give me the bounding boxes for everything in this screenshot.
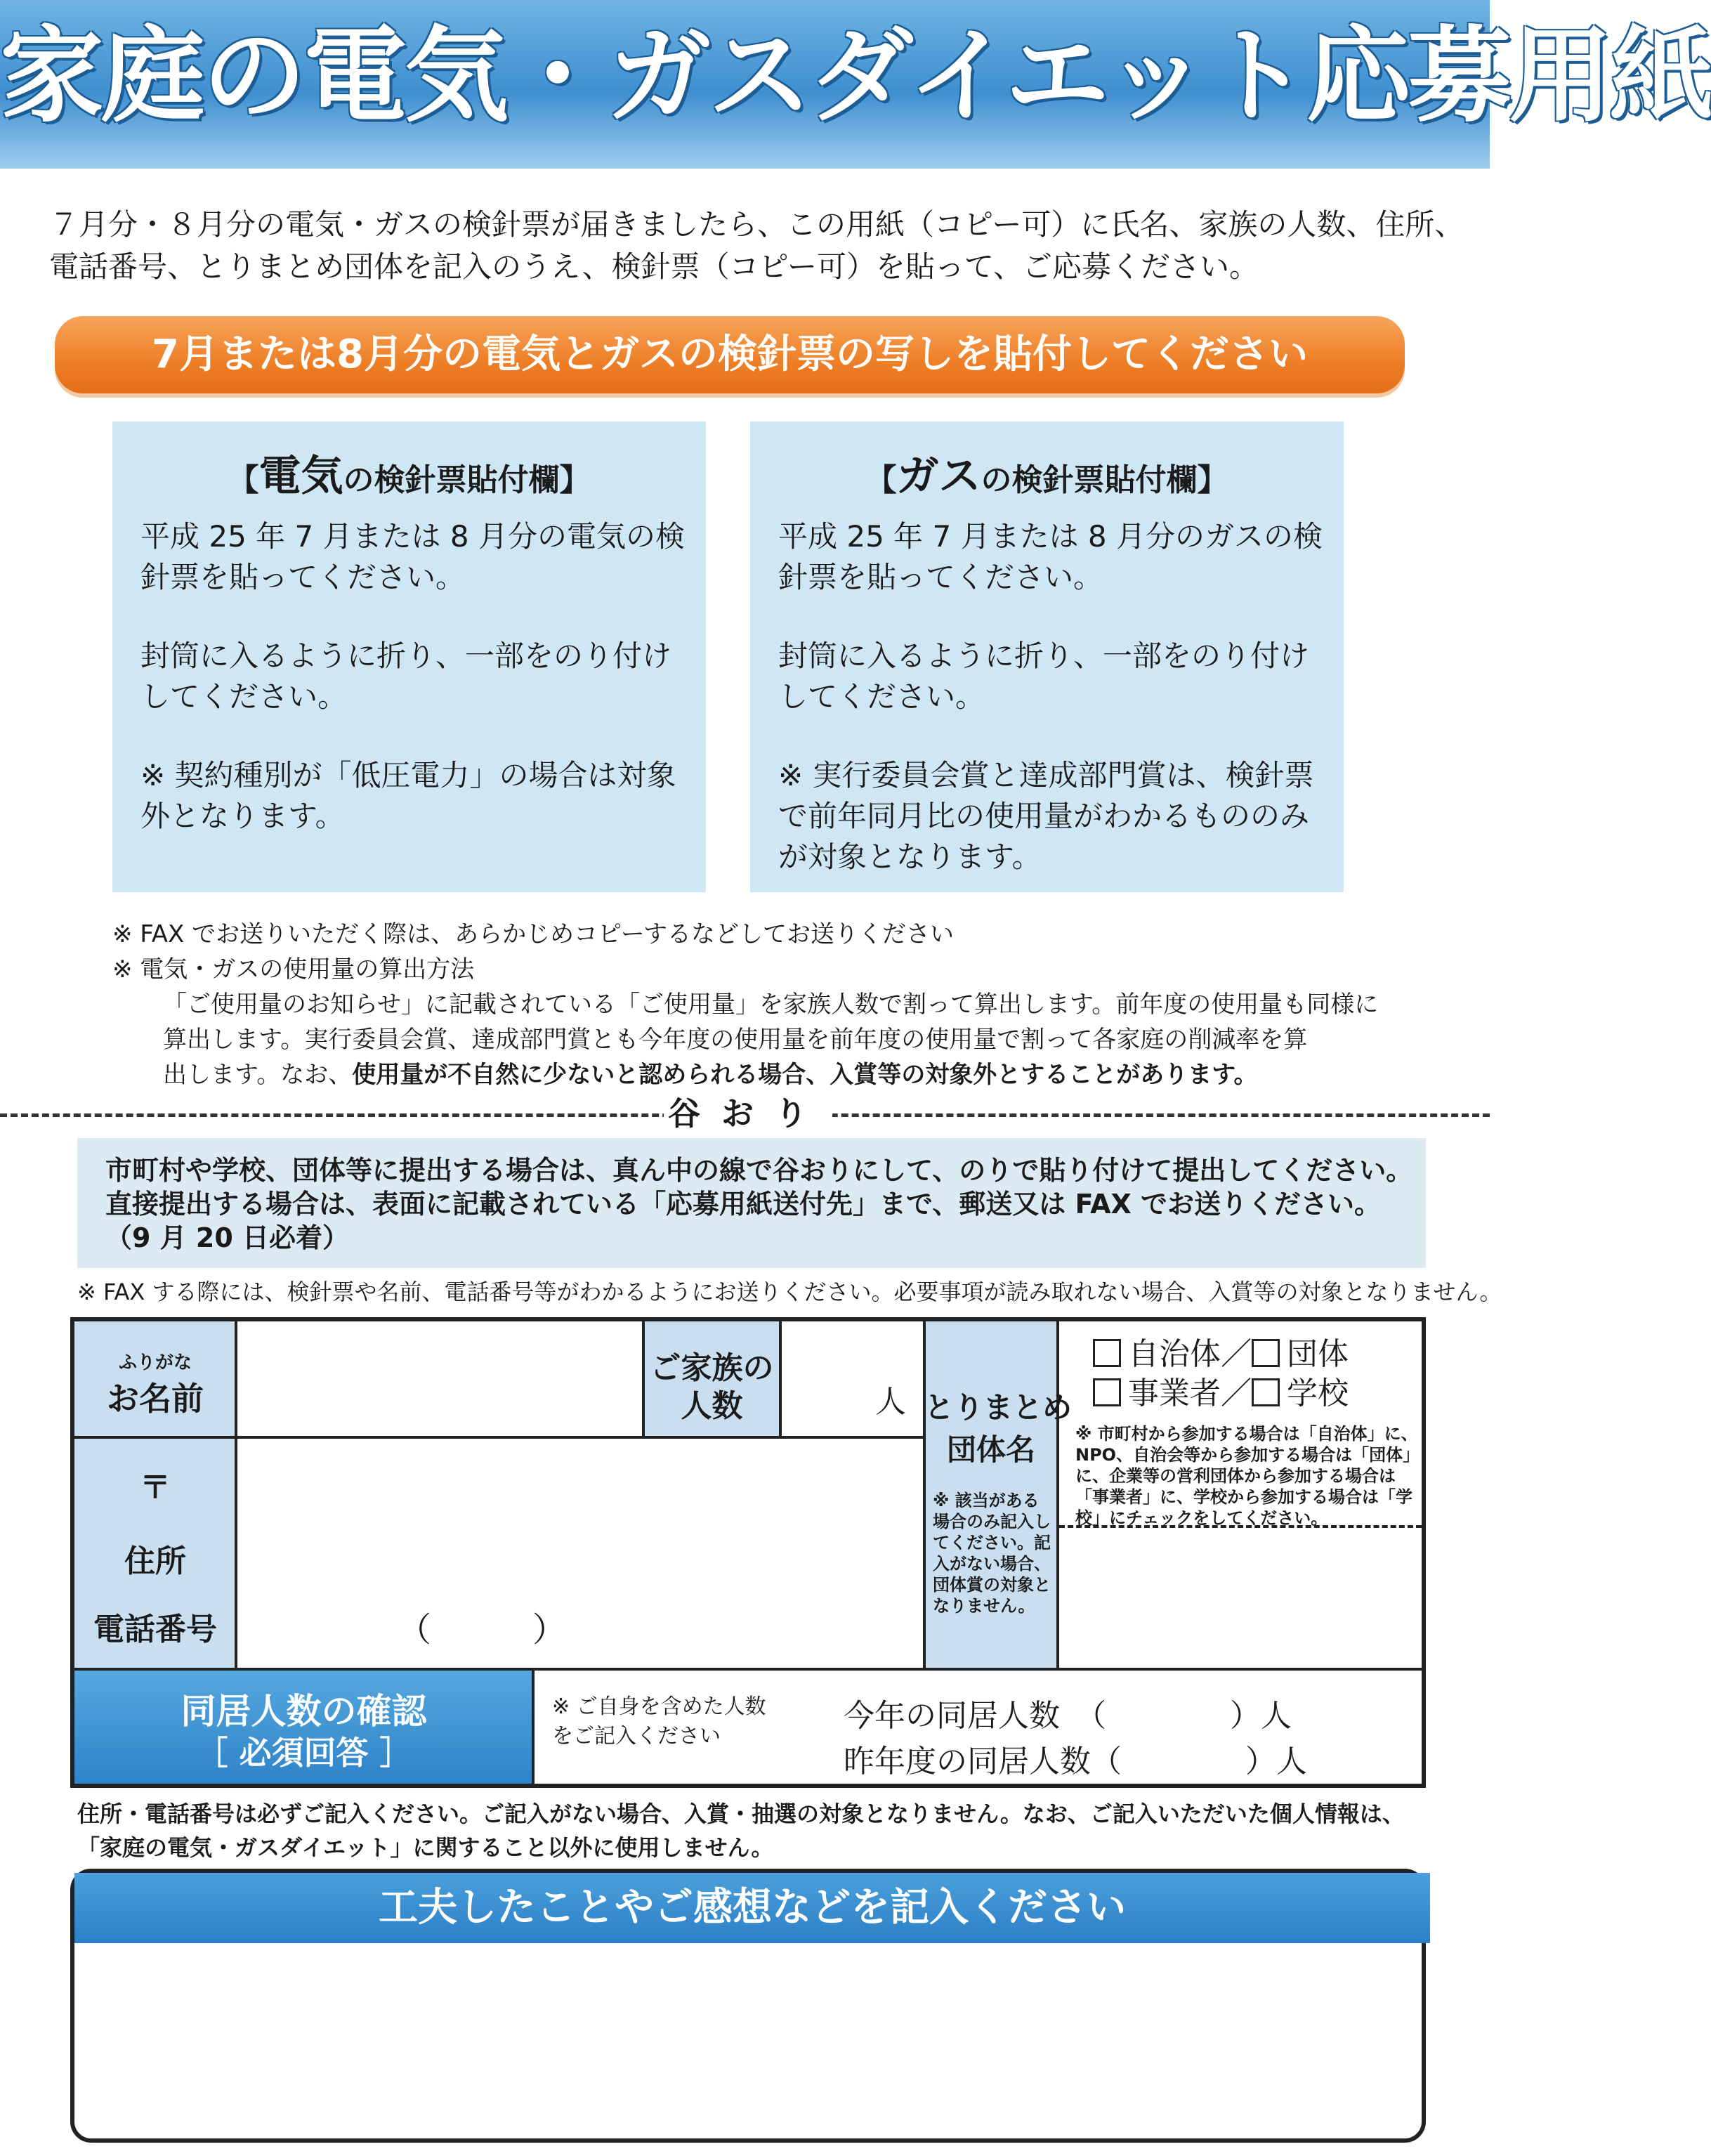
header-band: [0, 0, 1711, 169]
calc-method-warning: 使用量が不自然に少ないと認められる場合、入賞等の対象外とすることがあります。: [352, 1061, 1258, 1089]
page-title: 家庭の電気・ガスダイエット応募用紙: [0, 15, 1711, 136]
confirm-required: ［ 必須回答 ］: [195, 1734, 412, 1772]
check-note: ※ 市町村から参加する場合は「自治体」に、NPO、自治会等から参加する場合は「団体」に、企業等の営利団体から参加する場合は「事業者」に、学校から参加する場合は「学校」にチェックをしてください。: [1075, 1424, 1418, 1528]
grid-line: [74, 1668, 1422, 1671]
phone-input[interactable]: [240, 1595, 919, 1664]
submission-info-box: [77, 1138, 1426, 1268]
address-label: 住所: [124, 1543, 186, 1579]
check-row-1: [1093, 1335, 1349, 1373]
comment-title: 工夫したことやご感想などを記入ください: [379, 1885, 1126, 1930]
privacy-footnote-line-2: 「家庭の電気・ガスダイエット」に関すること以外に使用しません。: [77, 1834, 774, 1861]
calc-method-heading: ※ 電気・ガスの使用量の算出方法: [112, 955, 475, 984]
separator-slash: ／: [1221, 1376, 1252, 1411]
checkbox-organization[interactable]: [1252, 1339, 1280, 1367]
checkbox-school[interactable]: [1252, 1378, 1280, 1406]
postal-mark: 〒: [140, 1470, 171, 1505]
electricity-paste-panel: [112, 422, 706, 892]
label-municipality: 自治体: [1128, 1336, 1221, 1372]
fax-readability-note: ※ FAX する際には、検針票や名前、電話番号等がわかるようにお送りください。必要事項が読み取れない場合、入賞等の対象となりません。: [77, 1279, 1502, 1305]
last-year-household-input[interactable]: 昨年度の同居人数（ ）人: [844, 1744, 1307, 1779]
calc-method-text-3: [163, 1057, 1258, 1092]
fold-label: 谷おり: [664, 1092, 832, 1135]
comment-header: [74, 1873, 1430, 1943]
submission-deadline: （9 月 20 日必着）: [105, 1222, 350, 1253]
family-count-label-2: 人数: [681, 1388, 743, 1424]
electricity-panel-text-3: ※ 契約種別が「低圧電力」の場合は対象外となります。: [140, 758, 676, 833]
furigana-label: ふりがな: [118, 1352, 192, 1373]
intro-line-2: 電話番号、とりまとめ団体を記入のうえ、検針票（コピー可）を貼って、ご応募ください。: [49, 249, 1259, 284]
label-business: 事業者: [1128, 1376, 1221, 1411]
group-label-2: 団体名: [946, 1432, 1035, 1467]
electricity-panel-title: [112, 443, 706, 503]
confirm-note: ※ ご自身を含めた人数をご記入ください: [552, 1694, 766, 1749]
submission-line-2: 直接提出する場合は、表面に記載されている「応募用紙送付先」まで、郵送又は FAX でお送りください。: [105, 1189, 1382, 1220]
gas-paste-panel: [750, 422, 1344, 892]
phone-area-code-paren: （ ）: [398, 1610, 567, 1649]
privacy-footnote: [77, 1797, 1405, 1864]
grid-line: [923, 1321, 926, 1669]
group-note: ※ 該当がある場合のみ記入してください。記入がない場合、団体賞の対象となりません。: [933, 1491, 1051, 1616]
group-name-input[interactable]: [1062, 1531, 1420, 1664]
phone-label: 電話番号: [93, 1612, 217, 1647]
confirm-title: 同居人数の確認: [181, 1691, 427, 1732]
gas-panel-text-3: ※ 実行委員会賞と達成部門賞は、検針票で前年同月比の使用量がわかるもののみが対象となります。: [778, 758, 1314, 874]
gas-panel-title: [750, 443, 1344, 503]
name-input[interactable]: [240, 1326, 638, 1432]
title-keyword: ガス: [896, 452, 981, 501]
person-unit: 人: [875, 1384, 906, 1420]
calc-method-text-3a: 出します。なお、: [163, 1061, 353, 1089]
calc-method-text-2: 算出します。実行委員会賞、達成部門賞とも今年度の使用量を前年度の使用量で割って各家庭の削減率を算: [163, 1026, 1308, 1054]
bracket-open: 【: [228, 462, 259, 498]
title-rest: の検針票貼付欄】: [981, 462, 1228, 498]
comment-box: [70, 1869, 1426, 2143]
electricity-panel-text-2: 封筒に入るように折り、一部をのり付けしてください。: [140, 639, 672, 714]
this-year-household-input[interactable]: 今年の同居人数 （ ）人: [844, 1698, 1292, 1734]
gas-panel-text-2: 封筒に入るように折り、一部をのり付けしてください。: [778, 639, 1310, 714]
checkbox-municipality[interactable]: [1093, 1339, 1121, 1367]
grid-line: [74, 1436, 924, 1439]
submission-line-1: 市町村や学校、団体等に提出する場合は、真ん中の線で谷おりにして、のりで貼り付けて提出してください。: [105, 1155, 1413, 1186]
intro-line-1: ７月分・８月分の電気・ガスの検針票が届きましたら、この用紙（コピー可）に氏名、家族の人数、住所、: [49, 207, 1464, 242]
comment-input[interactable]: [74, 1943, 1422, 2138]
name-label: お名前: [107, 1380, 204, 1418]
group-label-1: とりまとめ: [924, 1390, 1073, 1425]
banner-text: 7月または8月分の電気とガスの検針票の写しを貼付してください: [152, 332, 1308, 377]
family-count-label-1: ご家族の: [650, 1350, 774, 1386]
gas-panel-text-1: 平成 25 年 7 月または 8 月分のガスの検針票を貼ってください。: [778, 519, 1323, 594]
paste-instruction-banner: [55, 316, 1405, 393]
address-input[interactable]: [240, 1442, 919, 1590]
title-keyword: 電気: [258, 452, 343, 501]
check-row-2: [1093, 1375, 1349, 1413]
electricity-panel-text-1: 平成 25 年 7 月または 8 月分の電気の検針票を貼ってください。: [140, 519, 685, 594]
calc-method-text-1: 「ご使用量のお知らせ」に記載されている「ご使用量」を家族人数で割って算出します。前年度の使用量も同様に: [163, 991, 1379, 1019]
application-form: [70, 1317, 1426, 1788]
separator-slash: ／: [1221, 1336, 1252, 1372]
checkbox-business[interactable]: [1093, 1378, 1121, 1406]
label-organization: 団体: [1287, 1336, 1349, 1372]
privacy-footnote-line-1: 住所・電話番号は必ずご記入ください。ご記入がない場合、入賞・抽選の対象となりません。なお、ご記入いただいた個人情報は、: [77, 1801, 1405, 1827]
title-rest: の検針票貼付欄】: [343, 462, 591, 498]
fax-copy-note: ※ FAX でお送りいただく際は、あらかじめコピーするなどしてお送りください: [112, 920, 955, 948]
grid-line: [1056, 1321, 1059, 1669]
label-school: 学校: [1287, 1376, 1349, 1411]
bracket-open: 【: [865, 462, 897, 498]
